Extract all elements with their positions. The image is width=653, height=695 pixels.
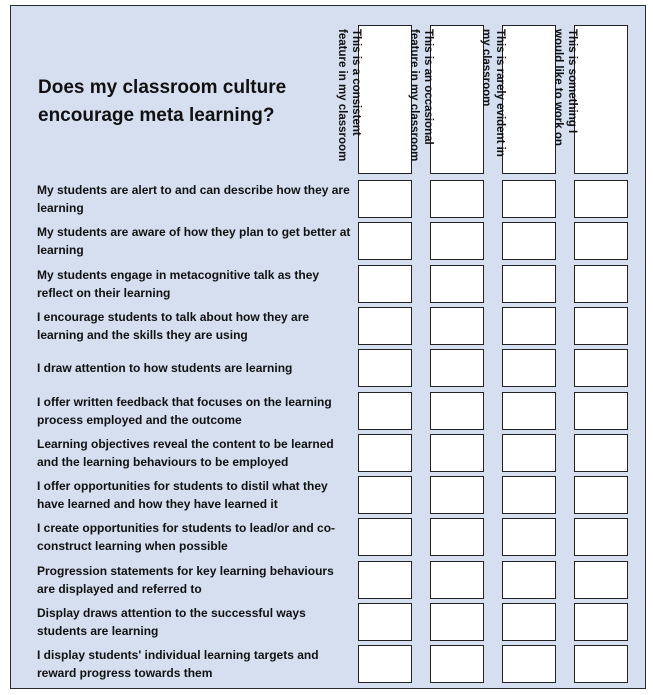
rating-checkbox-col-1[interactable] [358, 392, 412, 430]
column-header-label: This is an occasional feature in my classroom [408, 29, 434, 162]
statement-label: My students are alert to and can describe how they are learning [37, 183, 350, 215]
statement-label: I offer opportunities for students to distil what they have learned and how they have learned it [37, 479, 328, 511]
rating-checkbox-col-2[interactable] [430, 434, 484, 472]
column-header-work-on [552, 25, 628, 174]
rating-checkbox-col-3[interactable] [502, 561, 556, 599]
rating-checkbox-col-4[interactable] [574, 434, 628, 472]
statement-label: I encourage students to talk about how they are learning and the skills they are using [37, 310, 310, 342]
rating-checkbox-col-4[interactable] [574, 518, 628, 556]
rating-checkbox-col-1[interactable] [358, 265, 412, 303]
column-header-consistent [336, 25, 412, 174]
column-header-label: This is rarely evident in my classroom [480, 29, 506, 157]
page-title: Does my classroom culture encourage meta learning? [38, 77, 287, 126]
rating-checkbox-col-2[interactable] [430, 307, 484, 345]
rating-checkbox-col-2[interactable] [430, 349, 484, 387]
rating-checkbox-col-4[interactable] [574, 476, 628, 514]
rating-checkbox-col-2[interactable] [430, 561, 484, 599]
column-header-rarely [480, 25, 556, 174]
rating-checkbox-col-2[interactable] [430, 518, 484, 556]
statement-label: My students engage in metacognitive talk as they reflect on their learning [37, 268, 320, 300]
rating-checkbox-col-2[interactable] [430, 222, 484, 260]
rating-checkbox-col-2[interactable] [430, 645, 484, 683]
statement-label: Learning objectives reveal the content to be learned and the learning behaviours to be employed [37, 437, 334, 469]
rating-checkbox-col-1[interactable] [358, 476, 412, 514]
statement-label: I create opportunities for students to lead/or and co-construct learning when possible [37, 521, 336, 553]
rating-checkbox-col-1[interactable] [358, 561, 412, 599]
statement-label: Display draws attention to the successful ways students are learning [37, 606, 306, 638]
rating-checkbox-col-4[interactable] [574, 603, 628, 641]
rating-checkbox-col-3[interactable] [502, 434, 556, 472]
rating-checkbox-col-3[interactable] [502, 476, 556, 514]
rating-checkbox-col-2[interactable] [430, 603, 484, 641]
column-header-label: This is a consistent feature in my classroom [336, 29, 362, 162]
statement-label: I offer written feedback that focuses on the learning process employed and the outcome [37, 395, 332, 427]
column-header-occasional [408, 25, 484, 174]
rating-checkbox-col-3[interactable] [502, 349, 556, 387]
rating-checkbox-col-3[interactable] [502, 392, 556, 430]
rating-checkbox-col-4[interactable] [574, 349, 628, 387]
statement-label: Progression statements for key learning behaviours are displayed and referred to [37, 564, 334, 596]
rating-checkbox-col-3[interactable] [502, 645, 556, 683]
rating-checkbox-col-1[interactable] [358, 307, 412, 345]
statement-label: My students are aware of how they plan to get better at learning [37, 225, 351, 257]
rating-checkbox-col-2[interactable] [430, 265, 484, 303]
statement-label: I draw attention to how students are learning [37, 361, 293, 375]
rating-checkbox-col-4[interactable] [574, 561, 628, 599]
rating-checkbox-col-4[interactable] [574, 307, 628, 345]
rating-checkbox-col-4[interactable] [574, 392, 628, 430]
rating-checkbox-col-4[interactable] [574, 645, 628, 683]
rating-checkbox-col-2[interactable] [430, 180, 484, 218]
rating-checkbox-col-1[interactable] [358, 645, 412, 683]
column-header-label: This is something I would like to work on [552, 29, 578, 146]
rating-checkbox-col-3[interactable] [502, 222, 556, 260]
rating-checkbox-col-1[interactable] [358, 518, 412, 556]
rating-checkbox-col-3[interactable] [502, 180, 556, 218]
rating-checkbox-col-3[interactable] [502, 307, 556, 345]
rating-checkbox-col-1[interactable] [358, 180, 412, 218]
rating-checkbox-col-3[interactable] [502, 518, 556, 556]
rating-checkbox-col-3[interactable] [502, 603, 556, 641]
rating-checkbox-col-1[interactable] [358, 434, 412, 472]
rating-checkbox-col-4[interactable] [574, 265, 628, 303]
statement-label: I display students' individual learning targets and reward progress towards them [37, 648, 319, 680]
rating-checkbox-col-2[interactable] [430, 476, 484, 514]
rating-checkbox-col-1[interactable] [358, 349, 412, 387]
rating-checkbox-col-1[interactable] [358, 222, 412, 260]
rating-checkbox-col-2[interactable] [430, 392, 484, 430]
rating-checkbox-col-4[interactable] [574, 180, 628, 218]
rating-checkbox-col-3[interactable] [502, 265, 556, 303]
rating-checkbox-col-1[interactable] [358, 603, 412, 641]
rating-checkbox-col-4[interactable] [574, 222, 628, 260]
